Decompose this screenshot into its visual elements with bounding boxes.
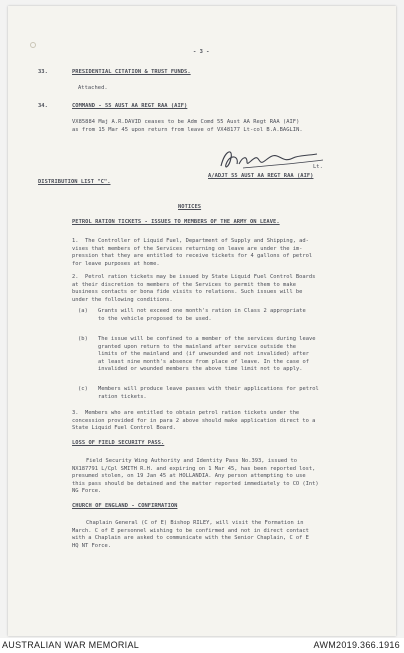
- document-page: [8, 6, 396, 636]
- condition-a: [98, 308, 306, 323]
- text-line: under the following conditions.: [72, 296, 173, 303]
- text-line: invalided or wounded members the above time limit not to apply.: [98, 366, 303, 373]
- text-line: NX187791 L/Cpl SMITH R.H. and expiring on 1 Mar 45, has been reported lost,: [72, 465, 316, 472]
- loss-heading: LOSS OF FIELD SECURITY PASS.: [72, 440, 165, 446]
- footer-reference: AWM2019.366.1916: [313, 640, 400, 650]
- notices-heading: NOTICES: [178, 204, 202, 210]
- footer-bar: [0, 638, 404, 653]
- text-line: Grants will not exceed one month's ration in Class 2 appropriate: [98, 308, 306, 314]
- condition-b-marker: (b): [78, 336, 88, 342]
- text-line: March. C of E personnel wishing to be confirmed and not in direct contact: [72, 527, 309, 534]
- text-line: presumed stolen, on 19 Jan 45 at HOLLANDIA. Any person attempting to use: [72, 473, 306, 480]
- church-paragraph: [72, 520, 309, 550]
- item-33-number: 33.: [38, 69, 48, 75]
- condition-c: [98, 386, 319, 401]
- notice-paragraph-2: [72, 274, 315, 304]
- text-line: to the vehicle proposed to be used.: [98, 315, 212, 322]
- text-line: this pass should be detained and the matter reported immediately to CO (Int): [72, 480, 319, 487]
- condition-a-marker: (a): [78, 308, 88, 314]
- item-33-title: PRESIDENTIAL CITATION & TRUST FUNDS.: [72, 69, 191, 75]
- text-line: 3. Members who are entitled to obtain petrol ration tickets under the: [72, 410, 300, 416]
- text-line: for leave purposes at home.: [72, 260, 160, 267]
- signature-rank: Lt.: [313, 164, 323, 170]
- text-line: granted upon return to the mainland after service outside the: [98, 343, 296, 350]
- item-34-line: VX85884 Maj A.R.DAVID ceases to be Adm Comd 55 Aust AA Regt RAA (AIF): [72, 119, 300, 125]
- item-34-line: as from 15 Mar 45 upon return from leave of VX48177 Lt-col B.A.BAGLIN.: [72, 127, 303, 133]
- text-line: Field Security Wing Authority and Identity Pass No.393, issued to: [86, 458, 297, 464]
- text-line: The issue will be confined to a member of the services during leave: [98, 336, 316, 342]
- notice-paragraph-1: [72, 238, 312, 268]
- text-line: vises that members of the Services returning on leave are under the im-: [72, 245, 303, 252]
- item-33-body: Attached.: [78, 85, 108, 91]
- text-line: business contacts or bona fide visits to relations. Such issues will be: [72, 289, 303, 296]
- text-line: NG Force.: [72, 488, 102, 495]
- notice-paragraph-3: [72, 410, 315, 433]
- condition-b: [98, 336, 315, 374]
- page-number: - 3 -: [193, 49, 210, 55]
- item-34-title: COMMAND - 55 AUST AA REGT RAA (AIF): [72, 103, 188, 109]
- text-line: pression that they are entitled to receive tickets for 4 gallons of petrol: [72, 253, 313, 260]
- text-line: State Liquid Fuel Control Board.: [72, 425, 176, 432]
- text-line: 2. Petrol ration tickets may be issued by State Liquid Fuel Control Boards: [72, 274, 316, 280]
- text-line: HQ NT Force.: [72, 542, 111, 549]
- text-line: Members will produce leave passes with their applications for petrol: [98, 386, 319, 392]
- notices-subheading: PETROL RATION TICKETS - ISSUES TO MEMBERS OF THE ARMY ON LEAVE.: [72, 219, 280, 225]
- text-line: 1. The Controller of Liquid Fuel, Department of Supply and Shipping, ad-: [72, 238, 309, 244]
- text-line: limits of the mainland and (if unwounded and not invalided) after: [98, 351, 309, 358]
- text-line: at least nine month's absence from place of leave. In the case of: [98, 358, 309, 365]
- condition-c-marker: (c): [78, 386, 88, 392]
- text-line: concession provided for in para 2 above should make application direct to a: [72, 417, 316, 424]
- text-line: ration tickets.: [98, 393, 147, 400]
- church-heading: CHURCH OF ENGLAND - CONFIRMATION: [72, 503, 178, 509]
- punch-hole: [30, 42, 36, 48]
- item-34-number: 34.: [38, 103, 48, 109]
- text-line: with a Chaplain are asked to communicate with the Senior Chaplain, C of E: [72, 535, 309, 542]
- footer-institution: AUSTRALIAN WAR MEMORIAL: [2, 640, 140, 650]
- text-line: at their discretion to members of the Services to permit them to make: [72, 281, 296, 288]
- text-line: Chaplain General (C of E) Bishop RILEY, will visit the Formation in: [86, 520, 304, 526]
- distribution-list: DISTRIBUTION LIST "C".: [38, 179, 111, 185]
- signature-title: A/ADJT 55 AUST AA REGT RAA (AIF): [208, 173, 314, 179]
- loss-paragraph: [72, 458, 319, 496]
